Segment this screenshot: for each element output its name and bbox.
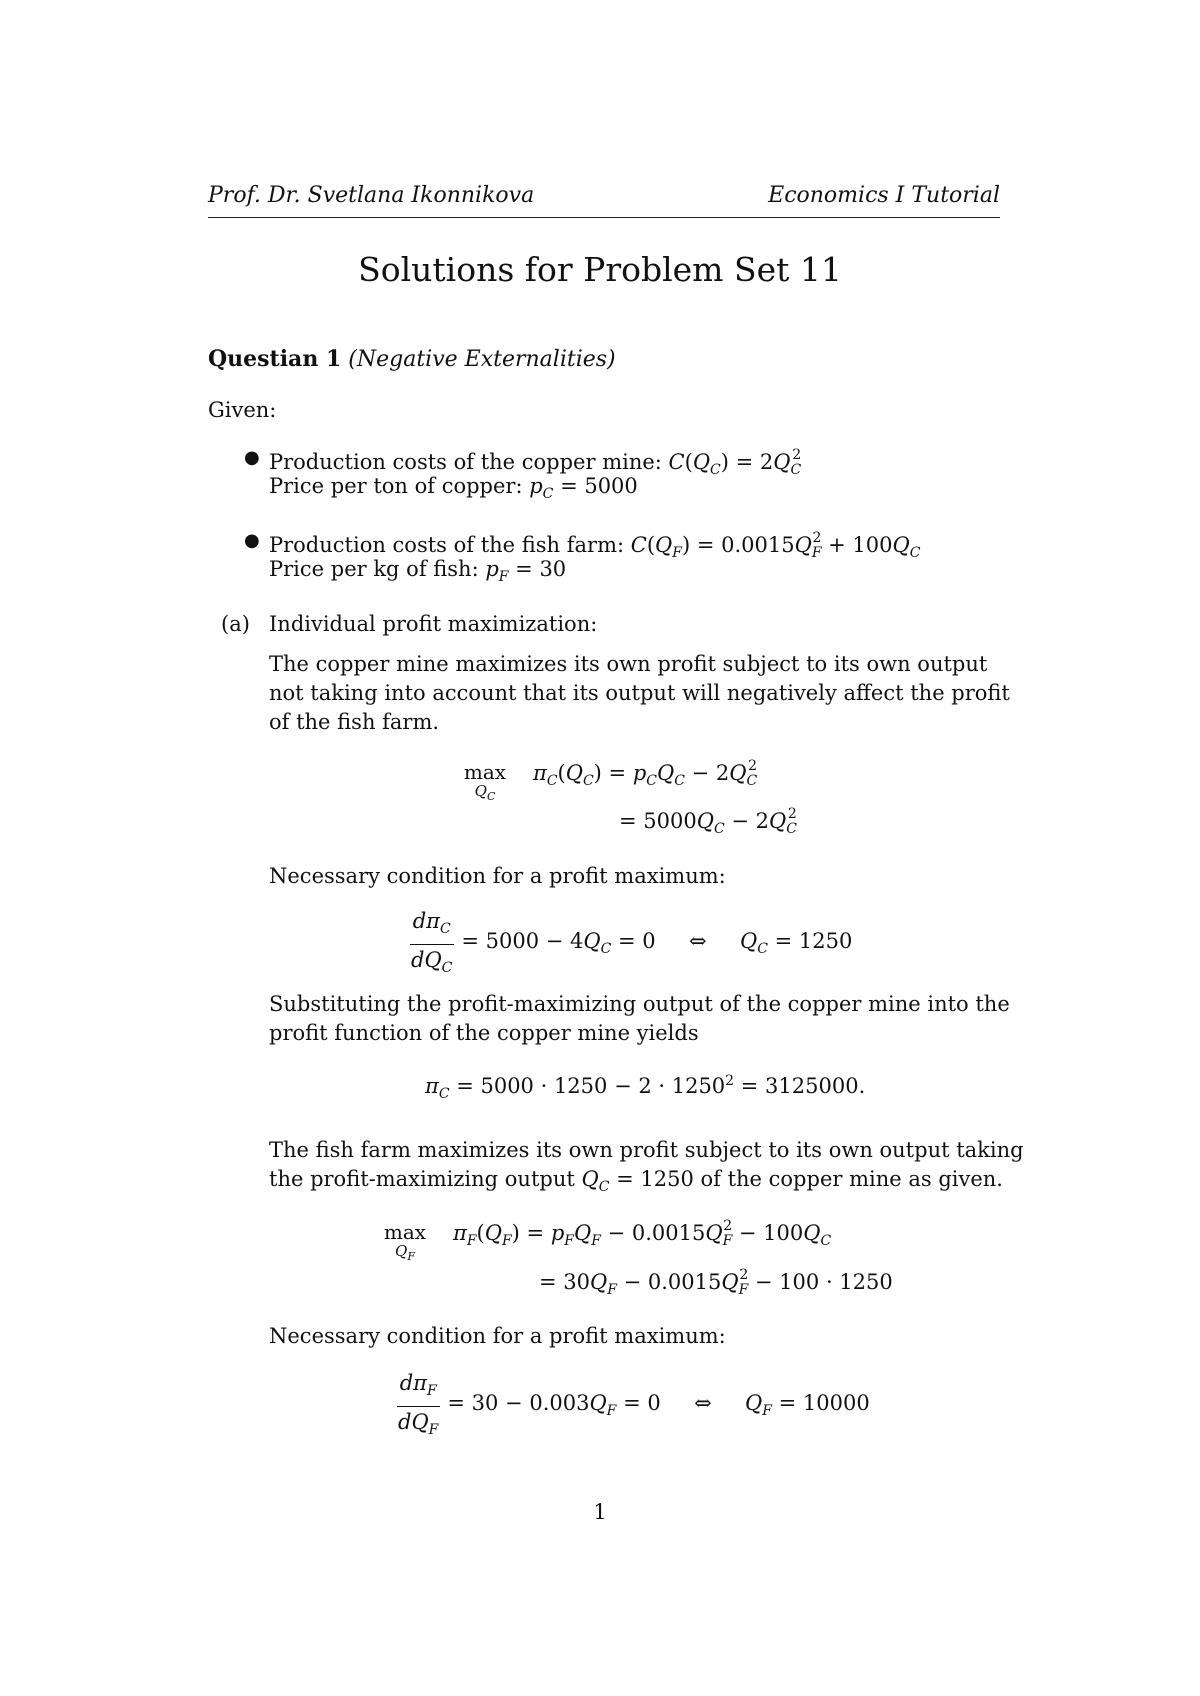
copper-cost-formula: $C(Q_C) = 2Q_C^2$	[668, 447, 802, 479]
fish-profit-eq-1: $\pi_F(Q_F) = p_FQ_F - 0.0015Q_F^2 - 100Q_C$	[453, 1218, 832, 1250]
fish-profit-eq-2: = $30Q_F - 0.0015Q_F^2 - 100 \cdot 1250$	[539, 1267, 893, 1299]
bullet-icon: ●	[244, 530, 260, 551]
header-author: Prof. Dr. Svetlana Ikonnikova	[208, 183, 535, 208]
given-label: Given:	[208, 398, 277, 422]
bullet-2-text: Production costs of the fish farm:	[269, 533, 631, 557]
fraction: $\frac{d\pi_C}{dQ_C}$	[411, 909, 453, 977]
para-1-line-2: not taking into account that its output will negatively affect the profit	[269, 681, 1010, 705]
para-1-line-1: The copper mine maximizes its own profit subject to its own output	[269, 652, 988, 676]
max-operator-fish: max $Q_F$	[383, 1220, 427, 1263]
necessary-condition-2: Necessary condition for a profit maximum:	[269, 1324, 726, 1348]
question-heading	[208, 346, 616, 372]
para-3-line-2	[269, 1165, 1003, 1202]
question-topic: (Negative Externalities)	[348, 347, 616, 372]
copper-profit-value: $\pi_C = 5000 \cdot 1250 - 2 \cdot 1250^2 = 3125000$.	[425, 1073, 866, 1103]
para-3-tail: of the copper mine as given.	[700, 1167, 1003, 1191]
para-3-line-1: The fish farm maximizes its own profit subject to its own output taking	[269, 1138, 1024, 1162]
page-title: Solutions for Problem Set 11	[358, 250, 842, 289]
para-1-line-3: of the fish farm.	[269, 710, 440, 734]
copper-foc: $\frac{d\pi_C}{dQ_C}$ = $5000 - 4Q_C = 0$ ⇔ $Q_C = 1250$	[408, 908, 852, 981]
max-operator-copper: max $Q_C$	[463, 760, 507, 803]
bullet-1-line-2	[269, 472, 638, 509]
qc-value-inline: $Q_C = 1250$	[581, 1167, 694, 1196]
copper-profit-eq-2: = $5000Q_C - 2Q_C^2$	[619, 806, 797, 838]
part-a-label: (a)	[221, 612, 250, 636]
header-course: Economics I Tutorial	[768, 183, 1000, 208]
page-number: 1	[593, 1500, 607, 1524]
copper-profit-eq-1: $\pi_C(Q_C) = p_CQ_C - 2Q_C^2$	[533, 758, 758, 790]
copper-price-text: Price per ton of copper:	[269, 474, 530, 498]
fish-foc: $\frac{d\pi_F}{dQ_F}$ = $30 - 0.003Q_F = 0$ ⇔ $Q_F = 10000$	[395, 1370, 870, 1443]
para-2-line-2: profit function of the copper mine yields	[269, 1021, 699, 1045]
part-a-heading: Individual profit maximization:	[269, 612, 598, 636]
fish-price-text: Price per kg of fish:	[269, 557, 486, 581]
copper-price-formula: $p_C = 5000$	[529, 474, 638, 503]
fraction: $\frac{d\pi_F}{dQ_F}$	[398, 1371, 439, 1439]
bullet-1-text: Production costs of the copper mine:	[269, 450, 669, 474]
running-header	[208, 183, 1000, 218]
necessary-condition-1: Necessary condition for a profit maximum:	[269, 864, 726, 888]
para-3-text: the profit-maximizing output	[269, 1167, 575, 1191]
fish-cost-formula: $C(Q_F) = 0.0015Q_F^2 + 100Q_C$	[630, 530, 921, 562]
bullet-icon: ●	[244, 447, 260, 468]
para-2-line-1: Substituting the profit-maximizing output of the copper mine into the	[269, 992, 1010, 1016]
bullet-2-line-2	[269, 555, 566, 592]
fish-price-formula: $p_F = 30$	[485, 557, 567, 586]
question-label: Questian 1	[208, 346, 342, 372]
